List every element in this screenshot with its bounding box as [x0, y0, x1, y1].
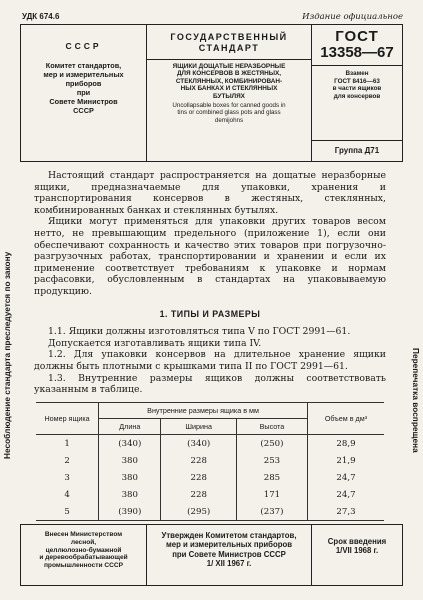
cell-length: 380: [99, 486, 161, 503]
cell-width: 228: [161, 469, 236, 486]
standard-header: [20, 24, 403, 162]
cell-number: 5: [36, 503, 99, 521]
col-header-height: Высота: [236, 419, 307, 435]
standard-footer: [20, 524, 403, 586]
table-row: [36, 435, 384, 453]
table-row: [36, 486, 384, 503]
cell-length: 380: [99, 452, 161, 469]
cell-volume: 21,9: [307, 452, 384, 469]
cell-volume: 28,9: [307, 435, 384, 453]
group-code: Группа Д71: [312, 140, 402, 161]
box-dimensions-table: [36, 402, 384, 521]
clause-1-2: 1.2. Для упаковки консервов на длительное хранение ящики должны быть плотными с крышками типа II по ГОСТ 2991—61.: [34, 349, 386, 372]
cell-length: (390): [99, 503, 161, 521]
table-row: [36, 503, 384, 521]
cell-height: 171: [236, 486, 307, 503]
col-header-number: Номер ящика: [36, 403, 99, 435]
cell-height: 253: [236, 452, 307, 469]
reprint-notice-vertical: Перепечатка воспрещена: [411, 347, 421, 453]
udk-code: УДК 674.6: [22, 12, 60, 21]
cell-number: 2: [36, 452, 99, 469]
col-header-length: Длина: [99, 419, 161, 435]
ussr-label: СССР: [65, 41, 102, 51]
cell-length: (340): [99, 435, 161, 453]
clause-1-1: 1.1. Ящики должны изготовляться типа V по ГОСТ 2991—61.: [48, 326, 351, 338]
cell-width: 228: [161, 452, 236, 469]
standard-title-en: Uncollapsable boxes for canned goods in tins or combined glass pots and glass demijohns: [172, 102, 286, 124]
cell-volume: 27,3: [307, 503, 384, 521]
gost-label: ГОСТ: [335, 28, 379, 45]
standard-title-ru: ЯЩИКИ ДОЩАТЫЕ НЕРАЗБОРНЫЕ ДЛЯ КОНСЕРВОВ В ЖЕСТЯНЫХ, СТЕКЛЯННЫХ, КОМБИНИРОВАН- НЫХ БАНКАХ И СТЕКЛЯННЫХ БУТЫЛЯХ: [172, 63, 286, 100]
cell-height: (237): [236, 503, 307, 521]
replaces-note: Взамен ГОСТ 8416—63 в части ящиков для консервов: [332, 70, 382, 100]
cell-length: 380: [99, 469, 161, 486]
col-header-volume: Объем в дм³: [307, 403, 384, 435]
gost-number: 13358—67: [320, 44, 394, 61]
issuer-column: [21, 25, 147, 161]
legal-notice-vertical: Несоблюдение стандарта преследуется по закону: [2, 251, 12, 459]
gost-column: [312, 25, 402, 161]
cell-number: 3: [36, 469, 99, 486]
cell-width: (340): [161, 435, 236, 453]
state-standard-label: ГОСУДАРСТВЕННЫЙ СТАНДАРТ: [170, 32, 288, 53]
cell-number: 4: [36, 486, 99, 503]
cell-width: 228: [161, 486, 236, 503]
intro-paragraph: Настоящий стандарт распространяется на дощатые неразборные ящики, предназначаемые для упаковки, хранения и транспортирования консервов в жестяных, стеклянных, комбинированных банках и стеклянных бутылях.: [34, 170, 386, 216]
col-header-width: Ширина: [161, 419, 236, 435]
introduced-by: Внесен Министерством лесной, целлюлозно-бумажной и деревообрабатывающей промышленности СССР: [21, 525, 147, 585]
usage-paragraph: Ящики могут применяться для упаковки других товаров весом нетто, не превышающим предельного (приложение 1), если они обеспечивают сохранность и качество этих товаров при погрузочно-разгрузочных работах, транспортировании и хранении и если их применение соответствует требованиям к упаковке и нормам расфасовки, обусловленным в стандартах на упаковываемую продукцию.: [34, 216, 386, 297]
cell-volume: 24,7: [307, 469, 384, 486]
approved-by: Утвержден Комитетом стандартов, мер и измерительных приборов при Совете Министров СССР 1/ XII 1967 г.: [147, 525, 312, 585]
effective-date: Срок введения 1/VII 1968 г.: [327, 537, 387, 556]
cell-height: 285: [236, 469, 307, 486]
cell-number: 1: [36, 435, 99, 453]
col-header-dimensions: Внутренние размеры ящика в мм: [99, 403, 308, 419]
section-title: 1. ТИПЫ И РАЗМЕРЫ: [159, 308, 261, 319]
cell-width: (295): [161, 503, 236, 521]
title-column: [147, 25, 312, 161]
cell-height: (250): [236, 435, 307, 453]
cell-volume: 24,7: [307, 486, 384, 503]
clause-1-1-note: Допускается изготавливать ящики типа IV.: [48, 337, 262, 349]
clause-1-3: 1.3. Внутренние размеры ящиков должны соответствовать указанным в таблице.: [34, 372, 386, 396]
document-body: [34, 170, 386, 396]
edition-label: Издание официальное: [302, 12, 403, 22]
table-row: [36, 452, 384, 469]
committee-name: Комитет стандартов, мер и измерительных приборов при Совете Министров СССР: [43, 61, 124, 115]
table-row: [36, 469, 384, 486]
